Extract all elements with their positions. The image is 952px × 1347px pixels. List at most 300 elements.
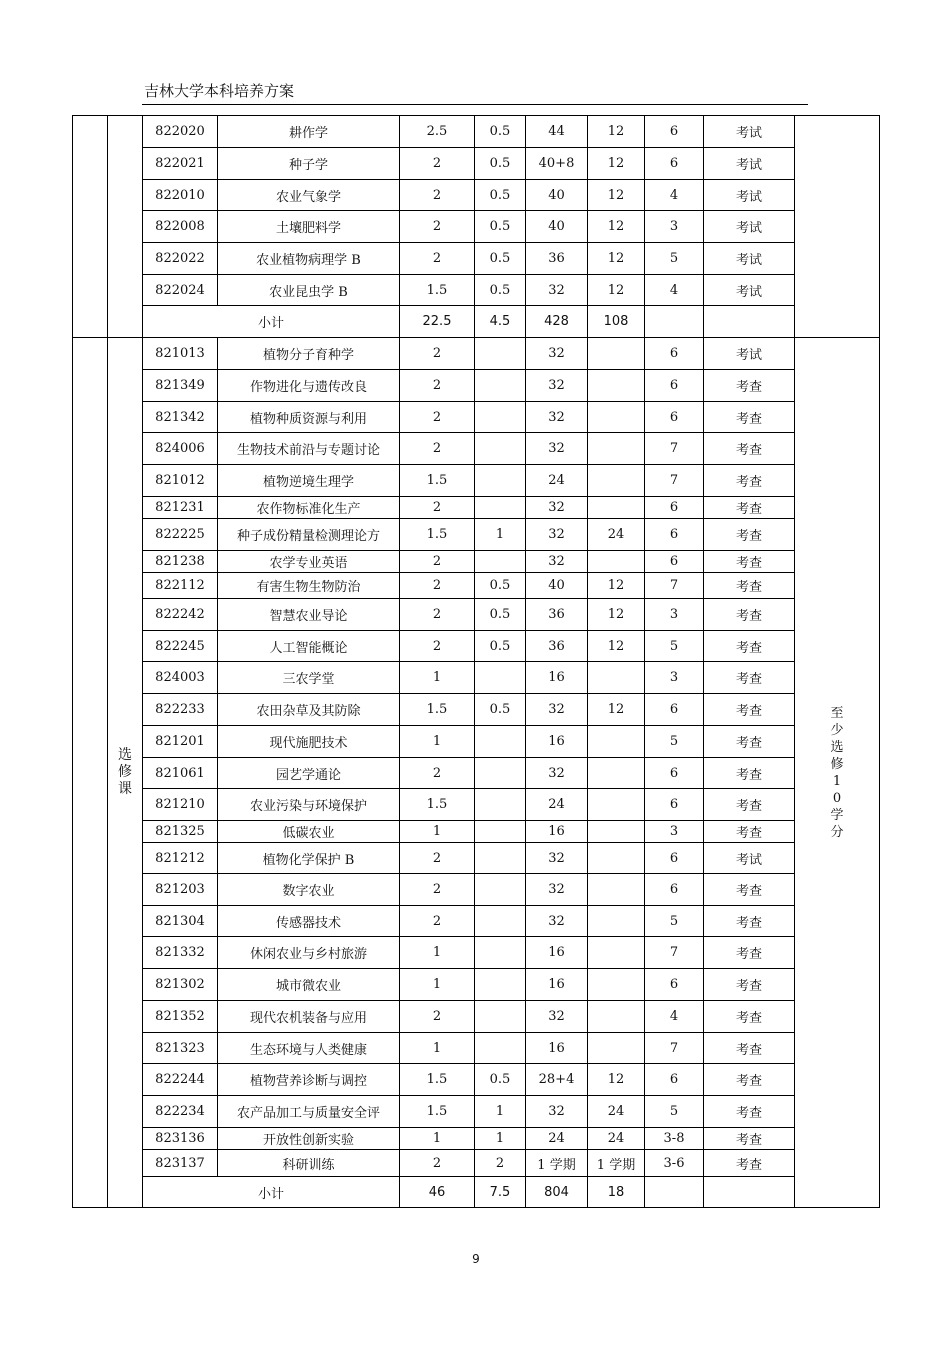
subtotal-label: 小计 xyxy=(143,306,400,338)
course-credit: 1.5 xyxy=(400,1064,475,1096)
course-practice-credit: 0.5 xyxy=(475,116,526,148)
course-practice-hours: 12 xyxy=(588,599,645,631)
table-row xyxy=(73,519,880,551)
course-hours: 32 xyxy=(526,1096,588,1128)
course-practice-credit xyxy=(475,821,526,843)
course-semester: 6 xyxy=(645,519,704,551)
course-exam-type: 考试 xyxy=(704,148,795,180)
course-credit: 1.5 xyxy=(400,275,475,306)
course-semester: 6 xyxy=(645,116,704,148)
course-semester: 6 xyxy=(645,789,704,821)
course-name: 科研训练 xyxy=(218,1150,400,1177)
course-practice-hours xyxy=(588,726,645,758)
course-name: 植物分子育种学 xyxy=(218,338,400,370)
course-exam-type: 考查 xyxy=(704,402,795,433)
course-name: 农田杂草及其防除 xyxy=(218,694,400,726)
course-hours: 40+8 xyxy=(526,148,588,180)
course-hours: 40 xyxy=(526,211,588,243)
course-exam-type: 考查 xyxy=(704,370,795,402)
course-practice-hours: 24 xyxy=(588,1096,645,1128)
course-practice-hours xyxy=(588,821,645,843)
course-credit: 2 xyxy=(400,573,475,599)
course-practice-hours xyxy=(588,551,645,573)
course-code: 821349 xyxy=(143,370,218,402)
course-practice-hours xyxy=(588,1001,645,1033)
course-credit: 2 xyxy=(400,758,475,789)
course-practice-hours: 12 xyxy=(588,631,645,662)
course-exam-type: 考查 xyxy=(704,1096,795,1128)
course-exam-type: 考试 xyxy=(704,338,795,370)
course-name: 农业昆虫学 B xyxy=(218,275,400,306)
course-name: 农业污染与环境保护 xyxy=(218,789,400,821)
course-practice-hours xyxy=(588,874,645,906)
course-credit: 2 xyxy=(400,211,475,243)
course-code: 824006 xyxy=(143,433,218,465)
subtotal-row xyxy=(73,306,880,338)
course-practice-credit xyxy=(475,906,526,937)
subtotal-row xyxy=(73,1177,880,1208)
course-practice-hours xyxy=(588,1033,645,1064)
course-code: 822010 xyxy=(143,180,218,211)
course-practice-hours xyxy=(588,758,645,789)
course-credit: 2 xyxy=(400,433,475,465)
course-code: 822234 xyxy=(143,1096,218,1128)
table-row xyxy=(73,275,880,306)
course-semester: 4 xyxy=(645,275,704,306)
course-hours: 16 xyxy=(526,969,588,1001)
course-name: 低碳农业 xyxy=(218,821,400,843)
subtotal-semester-empty xyxy=(645,306,704,338)
course-credit: 1.5 xyxy=(400,1096,475,1128)
course-name: 农学专业英语 xyxy=(218,551,400,573)
table-row xyxy=(73,465,880,497)
category-cell-left xyxy=(73,116,108,338)
course-name: 植物营养诊断与调控 xyxy=(218,1064,400,1096)
course-practice-credit xyxy=(475,789,526,821)
course-credit: 2 xyxy=(400,180,475,211)
course-hours: 24 xyxy=(526,465,588,497)
course-hours: 32 xyxy=(526,338,588,370)
course-practice-hours: 12 xyxy=(588,180,645,211)
course-exam-type: 考查 xyxy=(704,662,795,694)
course-credit: 1 xyxy=(400,937,475,969)
course-code: 822008 xyxy=(143,211,218,243)
course-semester: 6 xyxy=(645,497,704,519)
course-exam-type: 考查 xyxy=(704,906,795,937)
course-code: 821323 xyxy=(143,1033,218,1064)
course-practice-credit xyxy=(475,1033,526,1064)
course-code: 821352 xyxy=(143,1001,218,1033)
course-semester: 5 xyxy=(645,906,704,937)
course-exam-type: 考查 xyxy=(704,519,795,551)
course-credit: 1.5 xyxy=(400,519,475,551)
course-semester: 6 xyxy=(645,1064,704,1096)
course-hours: 32 xyxy=(526,497,588,519)
course-credit: 2 xyxy=(400,402,475,433)
course-name: 生物技术前沿与专题讨论 xyxy=(218,433,400,465)
course-exam-type: 考查 xyxy=(704,599,795,631)
course-credit: 2 xyxy=(400,631,475,662)
course-code: 822225 xyxy=(143,519,218,551)
course-exam-type: 考试 xyxy=(704,180,795,211)
table-row xyxy=(73,821,880,843)
document-header-title: 吉林大学本科培养方案 xyxy=(144,82,295,100)
course-hours: 36 xyxy=(526,599,588,631)
course-semester: 3 xyxy=(645,821,704,843)
course-code: 822233 xyxy=(143,694,218,726)
course-name: 农产品加工与质量安全评 xyxy=(218,1096,400,1128)
course-semester: 7 xyxy=(645,465,704,497)
course-exam-type: 考试 xyxy=(704,275,795,306)
elective-category-text: 选修课 xyxy=(118,747,132,797)
course-code: 821231 xyxy=(143,497,218,519)
elective-category-label xyxy=(108,338,143,1208)
course-practice-credit xyxy=(475,969,526,1001)
course-name: 作物进化与遗传改良 xyxy=(218,370,400,402)
subtotal-exam-empty xyxy=(704,1177,795,1208)
course-exam-type: 考试 xyxy=(704,243,795,275)
course-semester: 3 xyxy=(645,211,704,243)
course-code: 821201 xyxy=(143,726,218,758)
course-credit: 1.5 xyxy=(400,789,475,821)
course-practice-credit: 1 xyxy=(475,1128,526,1150)
course-practice-hours xyxy=(588,433,645,465)
course-hours: 40 xyxy=(526,573,588,599)
course-practice-credit xyxy=(475,465,526,497)
subtotal-practice-hours: 18 xyxy=(588,1177,645,1208)
course-exam-type: 考查 xyxy=(704,789,795,821)
course-semester: 6 xyxy=(645,338,704,370)
course-exam-type: 考试 xyxy=(704,211,795,243)
course-exam-type: 考查 xyxy=(704,573,795,599)
course-semester: 3-8 xyxy=(645,1128,704,1150)
course-credit: 1 xyxy=(400,726,475,758)
course-code: 821061 xyxy=(143,758,218,789)
course-hours: 16 xyxy=(526,662,588,694)
course-credit: 1 xyxy=(400,1033,475,1064)
course-semester: 5 xyxy=(645,631,704,662)
table-row xyxy=(73,937,880,969)
course-exam-type: 考查 xyxy=(704,969,795,1001)
course-table-body xyxy=(73,116,880,1208)
table-row xyxy=(73,789,880,821)
table-row xyxy=(73,338,880,370)
course-practice-credit xyxy=(475,497,526,519)
table-row xyxy=(73,874,880,906)
course-practice-hours: 12 xyxy=(588,211,645,243)
course-code: 824003 xyxy=(143,662,218,694)
course-credit: 2 xyxy=(400,1001,475,1033)
course-practice-credit: 0.5 xyxy=(475,148,526,180)
course-practice-hours xyxy=(588,338,645,370)
course-semester: 6 xyxy=(645,551,704,573)
course-practice-hours: 24 xyxy=(588,1128,645,1150)
table-row xyxy=(73,180,880,211)
course-practice-credit xyxy=(475,874,526,906)
course-code: 823136 xyxy=(143,1128,218,1150)
course-practice-credit xyxy=(475,662,526,694)
course-practice-credit xyxy=(475,370,526,402)
course-hours: 32 xyxy=(526,370,588,402)
course-practice-credit: 0.5 xyxy=(475,1064,526,1096)
course-credit: 1 xyxy=(400,821,475,843)
table-row xyxy=(73,726,880,758)
course-exam-type: 考试 xyxy=(704,843,795,874)
course-semester: 5 xyxy=(645,243,704,275)
course-semester: 7 xyxy=(645,573,704,599)
course-name: 现代农机装备与应用 xyxy=(218,1001,400,1033)
course-semester: 7 xyxy=(645,433,704,465)
course-exam-type: 考查 xyxy=(704,1001,795,1033)
course-practice-credit xyxy=(475,433,526,465)
table-row xyxy=(73,402,880,433)
course-code: 822024 xyxy=(143,275,218,306)
course-code: 821012 xyxy=(143,465,218,497)
course-name: 农业气象学 xyxy=(218,180,400,211)
course-practice-credit: 0.5 xyxy=(475,694,526,726)
course-hours: 32 xyxy=(526,1001,588,1033)
course-credit: 2 xyxy=(400,243,475,275)
course-semester: 6 xyxy=(645,148,704,180)
course-practice-hours xyxy=(588,937,645,969)
course-name: 土壤肥料学 xyxy=(218,211,400,243)
course-semester: 6 xyxy=(645,874,704,906)
course-code: 822242 xyxy=(143,599,218,631)
course-hours: 36 xyxy=(526,243,588,275)
required-note-cell xyxy=(795,116,880,338)
course-semester: 3 xyxy=(645,599,704,631)
course-semester: 3-6 xyxy=(645,1150,704,1177)
course-credit: 2 xyxy=(400,1150,475,1177)
course-hours: 32 xyxy=(526,275,588,306)
course-hours: 32 xyxy=(526,433,588,465)
category-cell xyxy=(108,116,143,338)
table-row xyxy=(73,1064,880,1096)
table-row xyxy=(73,497,880,519)
course-practice-hours: 12 xyxy=(588,148,645,180)
course-credit: 2 xyxy=(400,906,475,937)
category-cell-left xyxy=(73,338,108,1208)
course-credit: 2 xyxy=(400,551,475,573)
course-credit: 2.5 xyxy=(400,116,475,148)
course-hours: 1 学期 xyxy=(526,1150,588,1177)
course-credit: 2 xyxy=(400,874,475,906)
course-credit: 1 xyxy=(400,662,475,694)
course-exam-type: 考查 xyxy=(704,726,795,758)
course-semester: 6 xyxy=(645,969,704,1001)
course-practice-hours: 12 xyxy=(588,243,645,275)
course-practice-hours xyxy=(588,969,645,1001)
course-exam-type: 考查 xyxy=(704,1064,795,1096)
course-code: 821325 xyxy=(143,821,218,843)
course-credit: 2 xyxy=(400,843,475,874)
course-code: 822245 xyxy=(143,631,218,662)
subtotal-credit: 46 xyxy=(400,1177,475,1208)
course-practice-credit: 1 xyxy=(475,519,526,551)
course-name: 传感器技术 xyxy=(218,906,400,937)
course-code: 821013 xyxy=(143,338,218,370)
course-practice-hours xyxy=(588,370,645,402)
table-row xyxy=(73,969,880,1001)
course-credit: 1 xyxy=(400,1128,475,1150)
course-practice-hours: 12 xyxy=(588,573,645,599)
course-exam-type: 考查 xyxy=(704,433,795,465)
course-practice-hours: 12 xyxy=(588,275,645,306)
course-practice-hours: 12 xyxy=(588,1064,645,1096)
table-row xyxy=(73,694,880,726)
course-name: 生态环境与人类健康 xyxy=(218,1033,400,1064)
course-hours: 32 xyxy=(526,694,588,726)
course-hours: 28+4 xyxy=(526,1064,588,1096)
course-semester: 5 xyxy=(645,1096,704,1128)
course-name: 有害生物生物防治 xyxy=(218,573,400,599)
course-practice-credit xyxy=(475,402,526,433)
table-row xyxy=(73,843,880,874)
course-practice-credit: 0.5 xyxy=(475,180,526,211)
course-code: 822022 xyxy=(143,243,218,275)
table-row xyxy=(73,1033,880,1064)
course-code: 821342 xyxy=(143,402,218,433)
course-practice-credit: 0.5 xyxy=(475,599,526,631)
course-exam-type: 考查 xyxy=(704,758,795,789)
course-name: 种子学 xyxy=(218,148,400,180)
course-exam-type: 考查 xyxy=(704,551,795,573)
course-practice-hours: 1 学期 xyxy=(588,1150,645,1177)
course-practice-credit: 2 xyxy=(475,1150,526,1177)
course-practice-hours: 12 xyxy=(588,694,645,726)
table-row xyxy=(73,243,880,275)
course-hours: 32 xyxy=(526,519,588,551)
course-exam-type: 考查 xyxy=(704,1128,795,1150)
course-semester: 7 xyxy=(645,1033,704,1064)
course-semester: 4 xyxy=(645,180,704,211)
course-code: 821203 xyxy=(143,874,218,906)
course-credit: 2 xyxy=(400,338,475,370)
course-hours: 32 xyxy=(526,874,588,906)
course-semester: 7 xyxy=(645,937,704,969)
course-practice-credit xyxy=(475,937,526,969)
course-hours: 40 xyxy=(526,180,588,211)
course-name: 现代施肥技术 xyxy=(218,726,400,758)
subtotal-semester-empty xyxy=(645,1177,704,1208)
elective-note xyxy=(795,338,880,1208)
table-row xyxy=(73,1001,880,1033)
table-row xyxy=(73,1128,880,1150)
course-credit: 2 xyxy=(400,599,475,631)
course-practice-hours xyxy=(588,843,645,874)
table-row xyxy=(73,370,880,402)
course-practice-hours xyxy=(588,402,645,433)
subtotal-credit: 22.5 xyxy=(400,306,475,338)
course-code: 822020 xyxy=(143,116,218,148)
course-hours: 32 xyxy=(526,402,588,433)
page-number: 9 xyxy=(472,1252,480,1266)
course-name: 植物种质资源与利用 xyxy=(218,402,400,433)
course-hours: 44 xyxy=(526,116,588,148)
course-hours: 32 xyxy=(526,906,588,937)
table-row xyxy=(73,758,880,789)
course-practice-hours xyxy=(588,906,645,937)
course-exam-type: 考查 xyxy=(704,821,795,843)
table-row xyxy=(73,631,880,662)
course-practice-credit xyxy=(475,843,526,874)
course-practice-credit: 0.5 xyxy=(475,573,526,599)
course-practice-credit xyxy=(475,726,526,758)
course-code: 821304 xyxy=(143,906,218,937)
course-code: 822112 xyxy=(143,573,218,599)
course-practice-credit: 0.5 xyxy=(475,211,526,243)
course-name: 开放性创新实验 xyxy=(218,1128,400,1150)
course-table xyxy=(72,115,880,1208)
course-name: 农业植物病理学 B xyxy=(218,243,400,275)
table-row xyxy=(73,211,880,243)
course-code: 822244 xyxy=(143,1064,218,1096)
subtotal-hours: 428 xyxy=(526,306,588,338)
course-hours: 32 xyxy=(526,758,588,789)
table-row xyxy=(73,433,880,465)
course-exam-type: 考查 xyxy=(704,937,795,969)
course-exam-type: 考查 xyxy=(704,874,795,906)
course-name: 植物化学保护 B xyxy=(218,843,400,874)
course-hours: 16 xyxy=(526,821,588,843)
course-hours: 36 xyxy=(526,631,588,662)
course-hours: 24 xyxy=(526,1128,588,1150)
course-hours: 24 xyxy=(526,789,588,821)
course-name: 种子成份精量检测理论方 xyxy=(218,519,400,551)
course-practice-credit xyxy=(475,1001,526,1033)
course-credit: 1.5 xyxy=(400,694,475,726)
course-exam-type: 考查 xyxy=(704,1033,795,1064)
course-practice-credit: 0.5 xyxy=(475,631,526,662)
header-rule xyxy=(142,104,808,105)
table-row xyxy=(73,906,880,937)
elective-note-text: 至少选修10学分 xyxy=(830,705,844,840)
subtotal-label: 小计 xyxy=(143,1177,400,1208)
subtotal-exam-empty xyxy=(704,306,795,338)
course-hours: 16 xyxy=(526,1033,588,1064)
course-credit: 2 xyxy=(400,148,475,180)
course-semester: 6 xyxy=(645,843,704,874)
course-name: 耕作学 xyxy=(218,116,400,148)
course-practice-hours xyxy=(588,662,645,694)
course-semester: 6 xyxy=(645,694,704,726)
subtotal-practice-credit: 7.5 xyxy=(475,1177,526,1208)
course-exam-type: 考试 xyxy=(704,116,795,148)
course-hours: 16 xyxy=(526,937,588,969)
course-name: 园艺学通论 xyxy=(218,758,400,789)
course-practice-hours xyxy=(588,465,645,497)
course-credit: 2 xyxy=(400,370,475,402)
course-semester: 6 xyxy=(645,402,704,433)
course-exam-type: 考查 xyxy=(704,497,795,519)
course-code: 821212 xyxy=(143,843,218,874)
course-code: 821302 xyxy=(143,969,218,1001)
course-semester: 4 xyxy=(645,1001,704,1033)
course-name: 休闲农业与乡村旅游 xyxy=(218,937,400,969)
course-credit: 2 xyxy=(400,497,475,519)
table-row xyxy=(73,148,880,180)
course-practice-credit: 0.5 xyxy=(475,275,526,306)
course-semester: 6 xyxy=(645,758,704,789)
course-exam-type: 考查 xyxy=(704,465,795,497)
course-practice-hours xyxy=(588,497,645,519)
course-practice-hours: 12 xyxy=(588,116,645,148)
course-code: 821332 xyxy=(143,937,218,969)
table-row xyxy=(73,573,880,599)
subtotal-hours: 804 xyxy=(526,1177,588,1208)
course-practice-credit xyxy=(475,758,526,789)
course-semester: 6 xyxy=(645,370,704,402)
